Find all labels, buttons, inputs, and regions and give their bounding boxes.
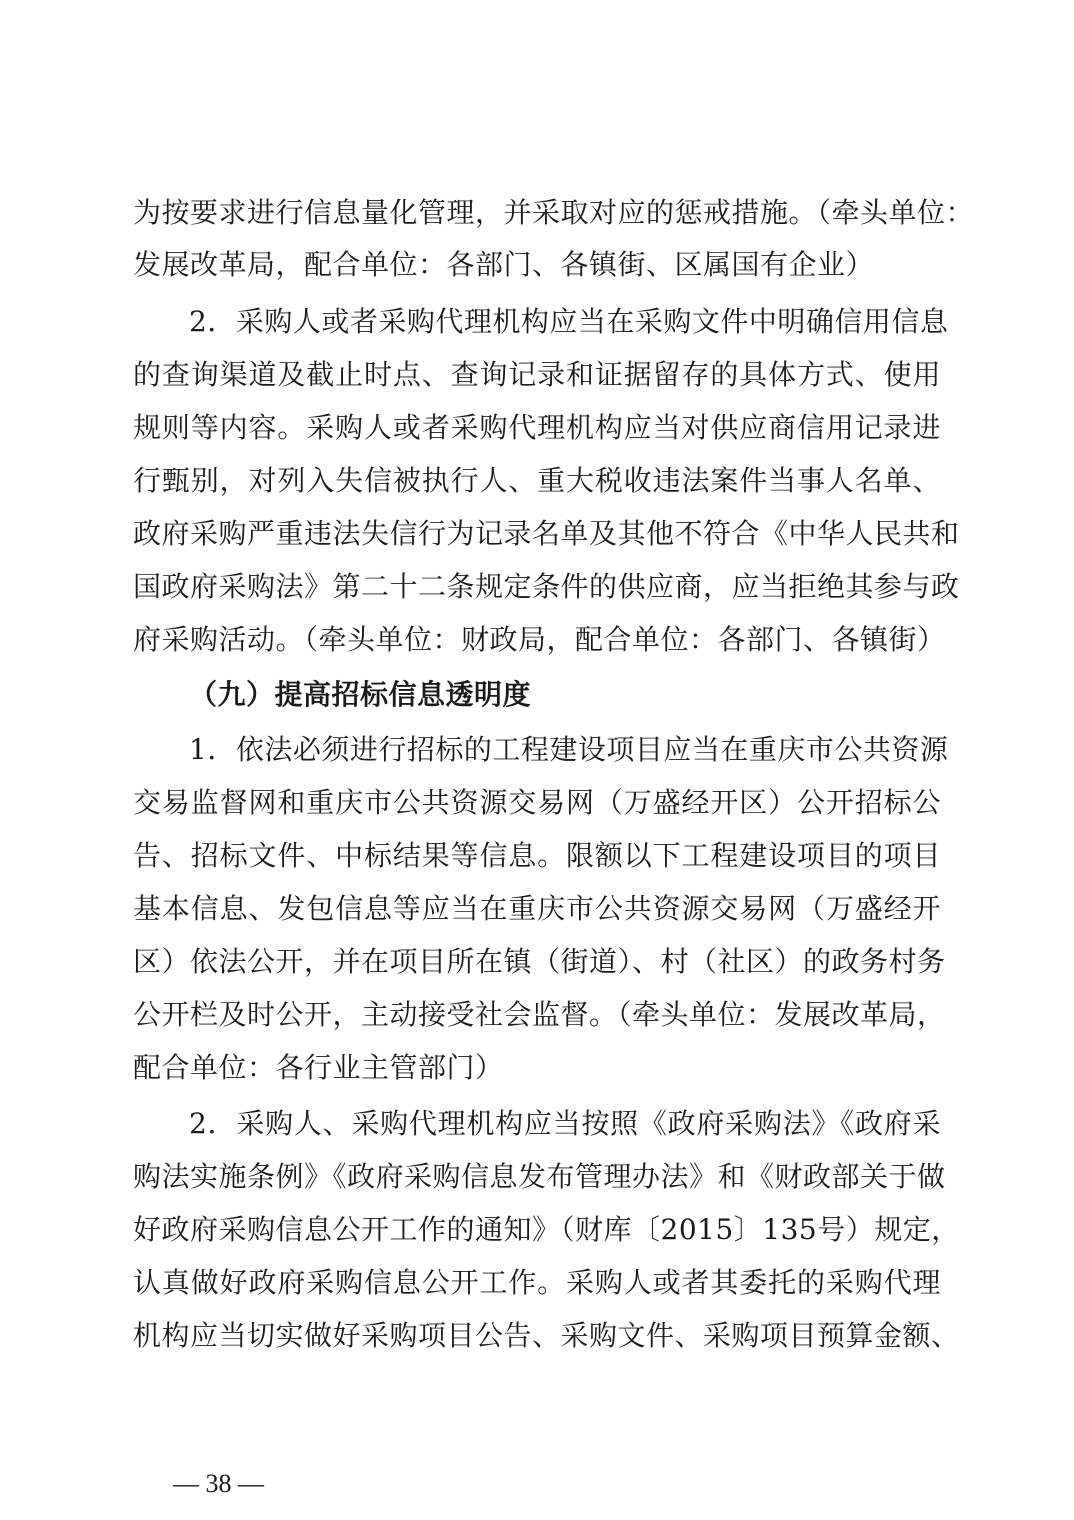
text-line: 公开栏及时公开，主动接受社会监督。（牵头单位：发展改革局， [133,998,946,1031]
text-line: 认真做好政府采购信息公开工作。采购人或者其委托的采购代理 [133,1266,941,1299]
paragraph-start-line: 1．依法必须进行招标的工程建设项目应当在重庆市公共资源 [189,733,949,766]
text-line: 行甄别，对列入失信被执行人、重大税收违法案件当事人名单、 [133,464,941,497]
text-line: 购法实施条例》《政府采购信息发布管理办法》和《财政部关于做 [133,1160,946,1193]
text-line: 配合单位：各行业主管部门） [133,1051,504,1084]
text-line: 为按要求进行信息量化管理，并采取对应的惩戒措施。（牵头单位： [133,196,975,229]
text-line: 好政府采购信息公开工作的通知》（财库〔2015〕135号）规定， [133,1213,960,1246]
page-number: — 38 — [173,1469,264,1498]
text-line: 发展改革局，配合单位：各部门、各镇街、区属国有企业） [133,248,875,281]
text-line: 政府采购严重违法失信行为记录名单及其他不符合《中华人民共和 [133,517,960,550]
text-line: 告、招标文件、中标结果等信息。限额以下工程建设项目的项目 [133,839,941,872]
section-heading: （九）提高招标信息透明度 [189,678,532,711]
paragraph-start-line: 2．采购人、采购代理机构应当按照《政府采购法》《政府采 [189,1107,941,1140]
paragraph-start-line: 2．采购人或者采购代理机构应当在采购文件中明确信用信息 [189,305,949,338]
text-line: 交易监督网和重庆市公共资源交易网（万盛经开区）公开招标公 [133,786,941,819]
text-line: 区）依法公开，并在项目所在镇（街道）、村（社区）的政务村务 [133,945,946,978]
text-line: 国政府采购法》第二十二条规定条件的供应商，应当拒绝其参与政 [133,570,960,603]
text-line: 府采购活动。（牵头单位：财政局，配合单位：各部门、各镇街） [133,623,946,656]
text-line: 机构应当切实做好采购项目公告、采购文件、采购项目预算金额、 [133,1319,960,1352]
text-line: 基本信息、发包信息等应当在重庆市公共资源交易网（万盛经开 [133,892,941,925]
text-line: 的查询渠道及截止时点、查询记录和证据留存的具体方式、使用 [133,358,941,391]
text-line: 规则等内容。采购人或者采购代理机构应当对供应商信用记录进 [133,411,941,444]
